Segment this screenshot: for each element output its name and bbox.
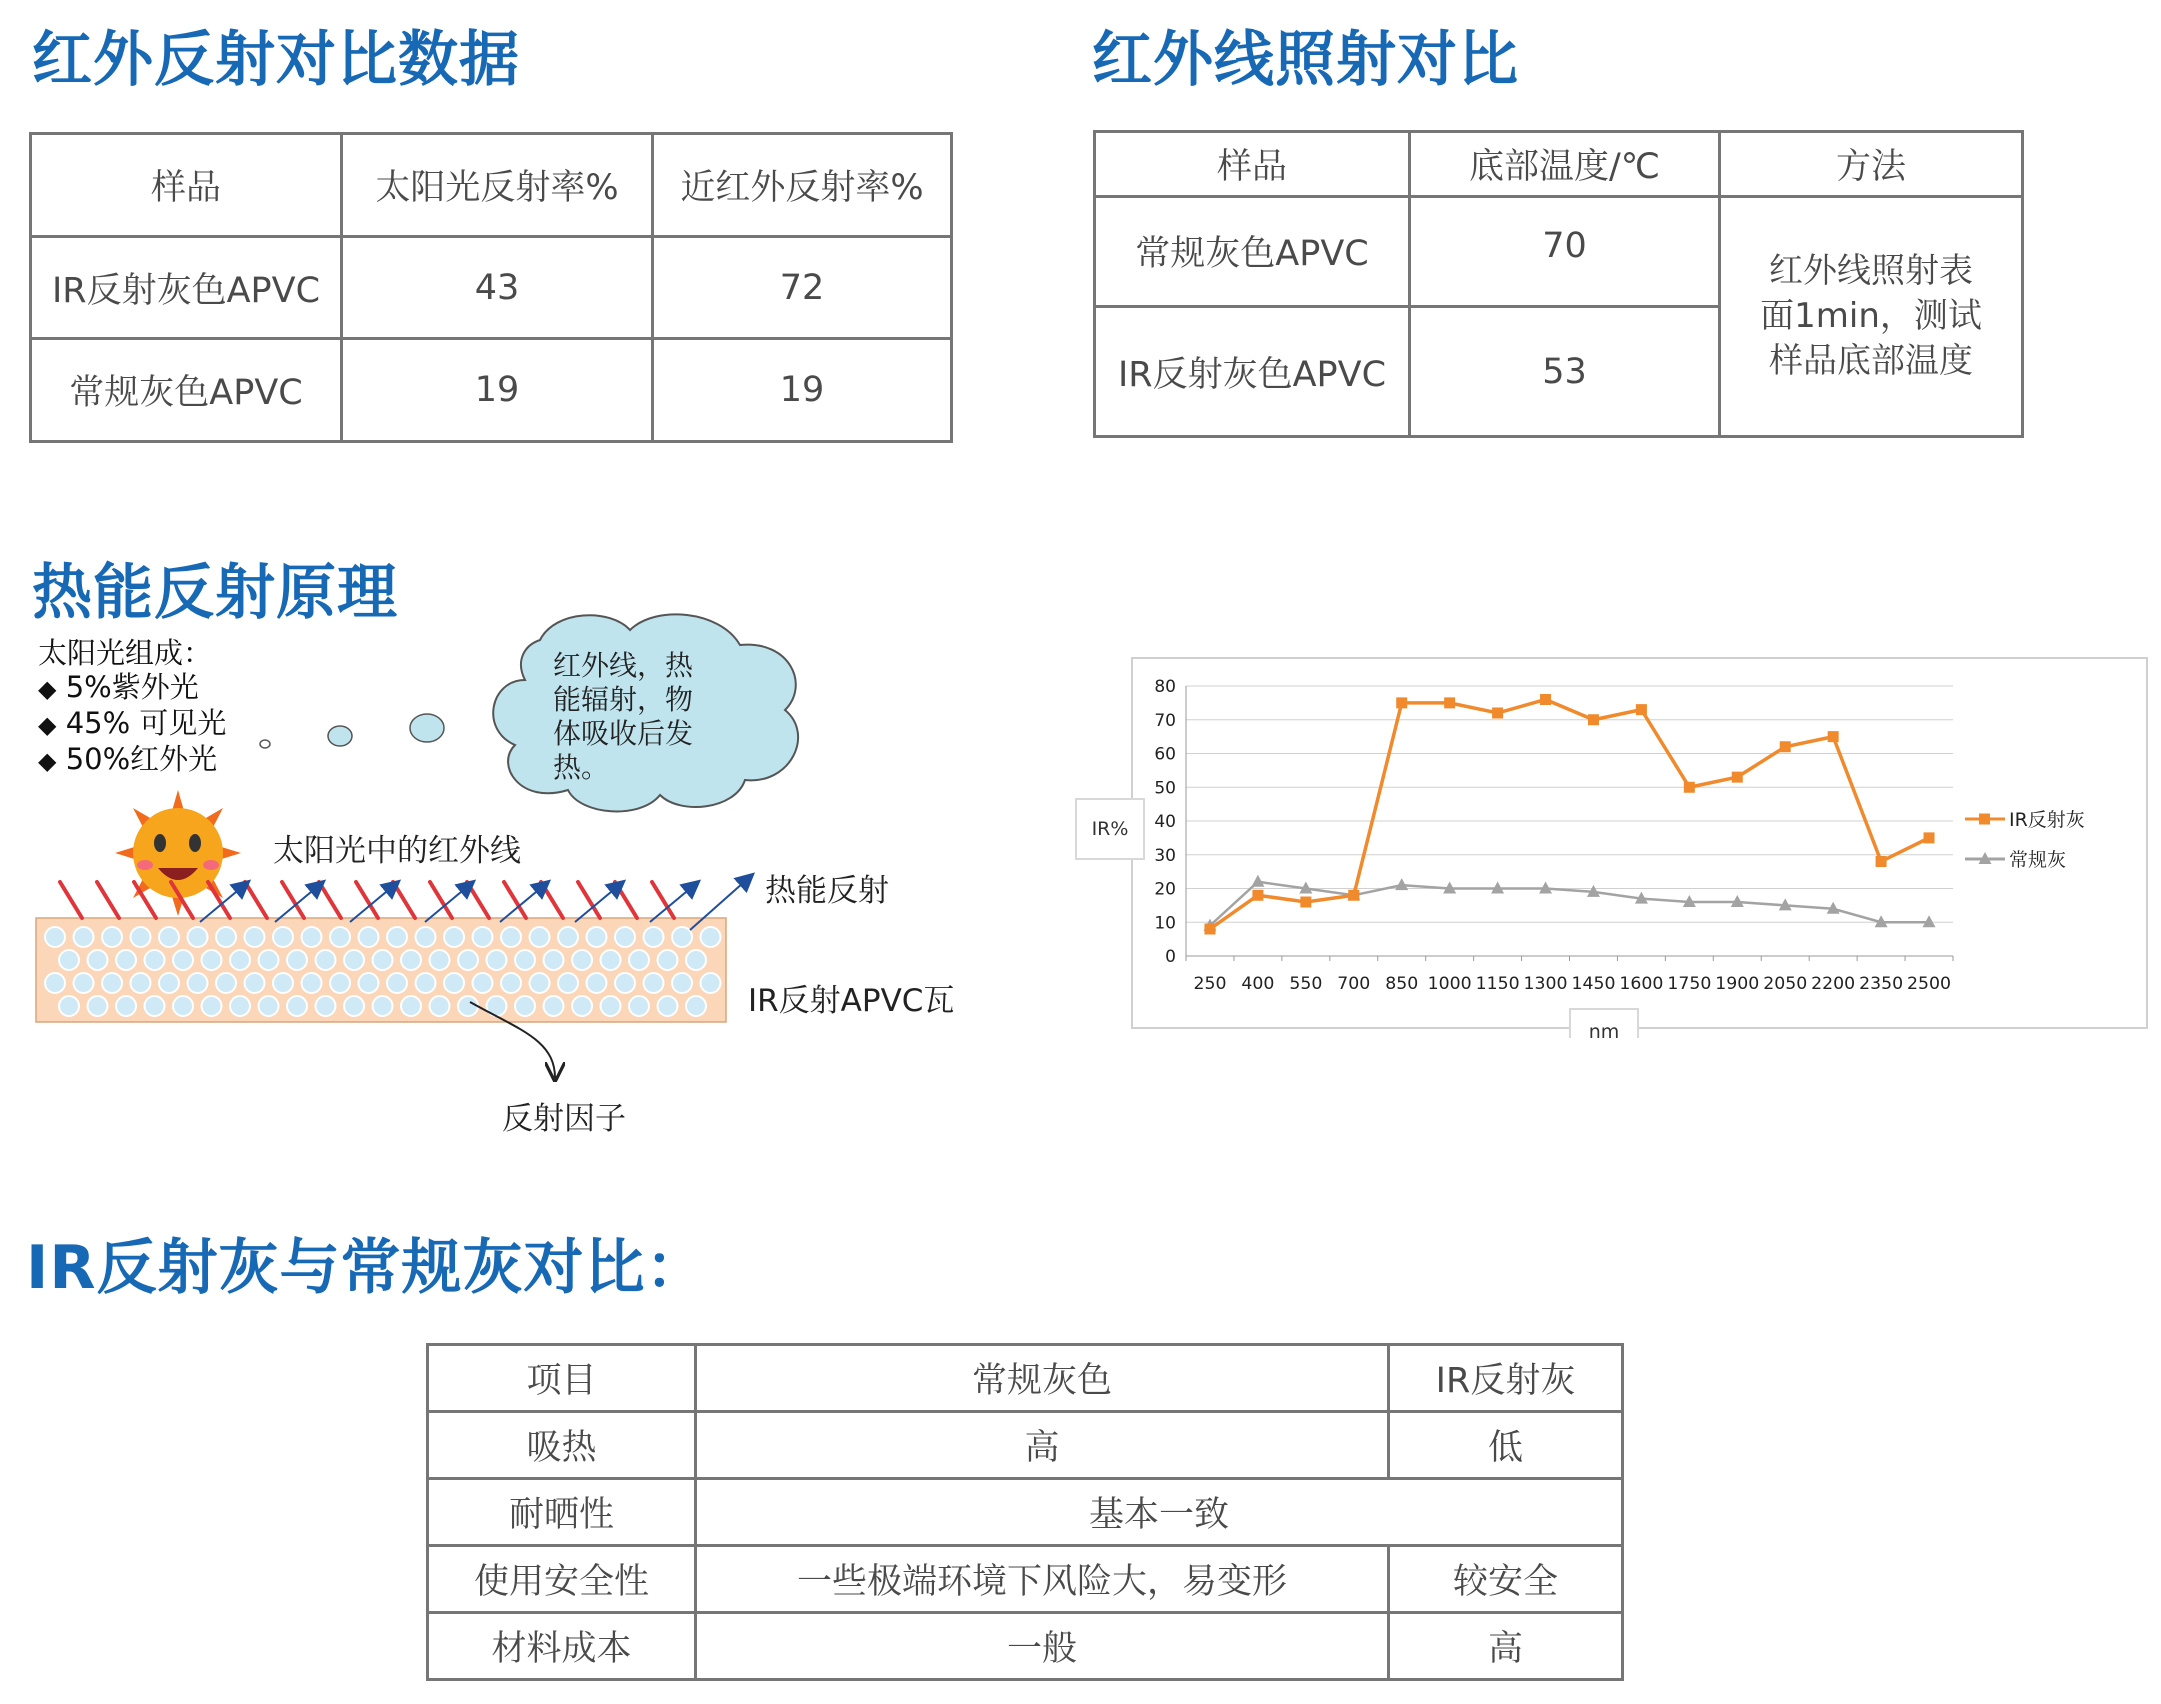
particle-dot [245, 973, 265, 993]
particle-dot [501, 927, 521, 947]
particle-dot [644, 973, 664, 993]
particle-dot [530, 973, 550, 993]
particle-dot [373, 996, 393, 1016]
data-point [1348, 890, 1359, 901]
particle-dot [558, 927, 578, 947]
particle-dot [344, 950, 364, 970]
data-point [1684, 782, 1695, 793]
particle-dot [102, 927, 122, 947]
particle-dot [672, 973, 692, 993]
composition-pct: 5% [65, 670, 112, 704]
data-point [1204, 924, 1215, 935]
method-line: 面1min，测试 [1760, 296, 1982, 336]
particle-dot [45, 927, 65, 947]
composition-title: 太阳光组成： [38, 636, 213, 670]
particle-dot [359, 973, 379, 993]
data-point [1252, 890, 1263, 901]
particle-dot [387, 973, 407, 993]
particle-dot [473, 973, 493, 993]
particle-dot [59, 950, 79, 970]
particle-dot [230, 950, 250, 970]
table-header: 底部温度/℃ [1410, 132, 1720, 197]
x-tick-label: 1150 [1475, 974, 1520, 994]
data-point [1540, 694, 1551, 705]
particle-dot [615, 973, 635, 993]
x-tick-label: 1900 [1715, 974, 1760, 994]
y-tick-label: 10 [1154, 913, 1176, 934]
chart-svg [1133, 659, 2146, 1027]
table-cell: 材料成本 [428, 1613, 696, 1680]
table-cell: 72 [653, 237, 952, 339]
table-header: 样品 [1095, 132, 1410, 197]
data-point [1396, 697, 1407, 708]
ir-ray-line [356, 882, 378, 918]
particle-dot [430, 950, 450, 970]
composition-label: 可见光 [139, 706, 227, 740]
data-point [1636, 704, 1647, 715]
particle-dot [686, 950, 706, 970]
particle-dot [401, 950, 421, 970]
particle-dot [515, 950, 535, 970]
particle-dot [458, 950, 478, 970]
table-header: IR反射灰 [1389, 1345, 1623, 1412]
particle-dot [601, 950, 621, 970]
table-cell: 一些极端环境下风险大，易变形 [696, 1546, 1389, 1613]
data-point [1828, 731, 1839, 742]
particle-dot [216, 973, 236, 993]
particle-dot [330, 927, 350, 947]
legend-marker [1979, 814, 1990, 825]
ir-reflect-table [29, 132, 953, 443]
diamond-bullet-icon: ◆ [38, 747, 57, 775]
x-tick-label: 1000 [1427, 974, 1472, 994]
y-tick-label: 0 [1165, 947, 1176, 967]
data-point [1492, 708, 1503, 719]
particle-dot [473, 927, 493, 947]
y-tick-label: 30 [1154, 845, 1176, 866]
composition-label: 紫外光 [111, 670, 199, 704]
y-tick-label: 40 [1154, 812, 1176, 832]
particle-dot [401, 996, 421, 1016]
data-point [1876, 856, 1887, 867]
particle-dot [116, 950, 136, 970]
table-cell: 基本一致 [696, 1479, 1623, 1546]
particle-dot [444, 927, 464, 947]
reflection-arrow [350, 882, 398, 922]
heading-ir-reflect-data: 红外反射对比数据 [32, 25, 520, 95]
y-axis-label-box [1075, 798, 1145, 860]
x-tick-label: 2350 [1859, 974, 1904, 994]
heading-compare: IR反射灰与常规灰对比： [26, 1233, 707, 1303]
particle-dot [216, 927, 236, 947]
data-point [1588, 714, 1599, 725]
table-cell: 19 [342, 339, 653, 442]
method-cell [1720, 197, 2023, 437]
x-tick-label: 2050 [1763, 974, 1808, 994]
ir-ray-line [467, 882, 489, 918]
particle-dot [273, 973, 293, 993]
particle-dot [230, 996, 250, 1016]
particle-dot [444, 973, 464, 993]
particle-dot [145, 950, 165, 970]
diamond-bullet-icon: ◆ [38, 675, 57, 703]
data-point [1444, 697, 1455, 708]
x-tick-label: 550 [1289, 974, 1323, 994]
legend-label: 常规灰 [2009, 849, 2067, 871]
table-cell: 吸热 [428, 1412, 696, 1479]
ir-ray-line [245, 882, 267, 918]
thought-bubble-icon [260, 740, 270, 748]
ir-ray-line [60, 882, 82, 918]
ir-irradiation-table [1093, 130, 2024, 438]
label-heat-reflect: 热能反射 [765, 873, 889, 909]
x-tick-label: 1450 [1571, 974, 1616, 994]
particle-dot [302, 927, 322, 947]
particle-dot [515, 996, 535, 1016]
x-tick-label: 2500 [1907, 974, 1952, 994]
particle-dot [359, 927, 379, 947]
particle-dot [658, 996, 678, 1016]
particle-dot [287, 950, 307, 970]
particle-dot [159, 973, 179, 993]
particle-dot [658, 950, 678, 970]
y-tick-label: 50 [1154, 778, 1176, 799]
x-tick-label: 2200 [1811, 974, 1856, 994]
x-tick-label: 700 [1337, 974, 1371, 994]
particle-dot [601, 996, 621, 1016]
particle-dot [245, 927, 265, 947]
particle-dot [88, 950, 108, 970]
cloud-text [553, 649, 693, 785]
ir-ray-line [541, 882, 563, 918]
method-line: 红外线照射表 [1769, 251, 1973, 291]
particle-dot [629, 950, 649, 970]
ir-ray-line [430, 882, 452, 918]
particle-dot [430, 996, 450, 1016]
particle-dot [173, 950, 193, 970]
particle-dot [302, 973, 322, 993]
data-point [1300, 897, 1311, 908]
table-cell: 耐晒性 [428, 1479, 696, 1546]
table-cell: 一般 [696, 1613, 1389, 1680]
cloud-line: 红外线，热 [553, 649, 694, 682]
heading-ir-irradiation: 红外线照射对比 [1092, 25, 1519, 95]
y-tick-label: 70 [1154, 710, 1176, 731]
particle-dot [273, 927, 293, 947]
ir-ray-line [97, 882, 119, 918]
y-tick-label: 80 [1154, 677, 1176, 697]
table-cell: 19 [653, 339, 952, 442]
particle-dot [558, 973, 578, 993]
particle-dot [416, 927, 436, 947]
table-cell: 使用安全性 [428, 1546, 696, 1613]
y-tick-label: 20 [1154, 879, 1176, 900]
particle-dot [387, 927, 407, 947]
particle-dot [544, 950, 564, 970]
particle-dot [188, 973, 208, 993]
x-tick-label: 400 [1241, 974, 1275, 994]
table-header: 常规灰色 [696, 1345, 1389, 1412]
table-cell: 常规灰色APVC [31, 339, 342, 442]
particle-dot [74, 927, 94, 947]
x-tick-label: 850 [1385, 974, 1419, 994]
thought-bubble-icon [328, 726, 352, 746]
particle-dot [615, 927, 635, 947]
particle-dot [145, 996, 165, 1016]
composition-label: 红外光 [130, 742, 218, 776]
comparison-table [426, 1343, 1624, 1681]
label-factor: 反射因子 [502, 1101, 626, 1137]
particle-dot [202, 950, 222, 970]
data-point [1251, 875, 1264, 887]
table-header: 项目 [428, 1345, 696, 1412]
table-header: 太阳光反射率% [342, 134, 653, 237]
particle-dot [587, 927, 607, 947]
table-header: 方法 [1720, 132, 2023, 197]
particle-dot [131, 927, 151, 947]
ir-reflectance-chart [1131, 657, 2148, 1029]
y-axis-label: IR% [1091, 818, 1129, 840]
particle-dot [316, 950, 336, 970]
table-cell: 常规灰色APVC [1095, 197, 1410, 307]
particle-dot [530, 927, 550, 947]
table-cell: 43 [342, 237, 653, 339]
particle-dot [259, 950, 279, 970]
x-tick-label: 1750 [1667, 974, 1712, 994]
label-ir-in-sunlight: 太阳光中的红外线 [273, 833, 521, 869]
particle-dot [173, 996, 193, 1016]
thought-bubble-icon [410, 714, 444, 742]
particle-dot [188, 927, 208, 947]
x-tick-label: 1300 [1523, 974, 1568, 994]
particle-dot [88, 996, 108, 1016]
table-cell: 低 [1389, 1412, 1623, 1479]
x-tick-label: 250 [1193, 974, 1227, 994]
data-point [1924, 832, 1935, 843]
particle-dot [287, 996, 307, 1016]
method-line: 样品底部温度 [1769, 341, 1973, 381]
particle-dot [259, 996, 279, 1016]
particle-dot [686, 996, 706, 1016]
table-header: 近红外反射率% [653, 134, 952, 237]
composition-pct: 45% [65, 706, 131, 740]
table-cell: IR反射灰色APVC [31, 237, 342, 339]
particle-dot [544, 996, 564, 1016]
table-cell: 高 [1389, 1613, 1623, 1680]
particle-dot [572, 950, 592, 970]
x-axis-label-box [1569, 1008, 1639, 1038]
particle-dot [629, 996, 649, 1016]
y-tick-label: 60 [1154, 744, 1176, 765]
particle-dot [102, 973, 122, 993]
table-cell: 高 [696, 1412, 1389, 1479]
particle-dot [458, 996, 478, 1016]
particle-dot [344, 996, 364, 1016]
diamond-bullet-icon: ◆ [38, 711, 57, 739]
particle-dot [501, 973, 521, 993]
particle-dot [416, 973, 436, 993]
particle-dot [45, 973, 65, 993]
composition-pct: 50% [65, 742, 131, 776]
ir-ray-line [578, 882, 600, 918]
heading-principle: 热能反射原理 [32, 558, 398, 628]
particle-dot [131, 973, 151, 993]
particle-dot [74, 973, 94, 993]
data-point [1395, 878, 1408, 890]
particle-dot [701, 927, 721, 947]
cloud-line: 体吸收后发 [553, 717, 694, 750]
series-line-0 [1210, 700, 1929, 930]
table-cell: IR反射灰色APVC [1095, 307, 1410, 437]
table-header: 样品 [31, 134, 342, 237]
particle-dot [701, 973, 721, 993]
ir-ray-line [319, 882, 341, 918]
data-point [1732, 772, 1743, 783]
particle-dot [202, 996, 222, 1016]
reflection-arrow [275, 882, 323, 922]
particle-dot [159, 927, 179, 947]
table-cell: 70 [1410, 197, 1720, 307]
particle-dot [487, 950, 507, 970]
ir-ray-line [393, 882, 415, 918]
particle-dot [644, 927, 664, 947]
particle-dot [373, 950, 393, 970]
data-point [1780, 741, 1791, 752]
table-cell: 53 [1410, 307, 1720, 437]
cloud-line: 热。 [553, 751, 610, 784]
ir-ray-line [652, 882, 674, 918]
x-axis-label: nm [1588, 1021, 1620, 1038]
cloud-line: 能辐射，物 [553, 683, 694, 716]
particle-dot [672, 927, 692, 947]
particle-dot [330, 973, 350, 993]
ir-ray-line [504, 882, 526, 918]
label-tile: IR反射APVC瓦 [748, 983, 955, 1019]
particle-dot [59, 996, 79, 1016]
particle-dot [572, 996, 592, 1016]
particle-dot [316, 996, 336, 1016]
ir-ray-line [615, 882, 637, 918]
particle-dot [116, 996, 136, 1016]
x-tick-label: 1600 [1619, 974, 1664, 994]
particle-dot [587, 973, 607, 993]
legend-label: IR反射灰 [2009, 809, 2085, 831]
table-cell: 较安全 [1389, 1546, 1623, 1613]
